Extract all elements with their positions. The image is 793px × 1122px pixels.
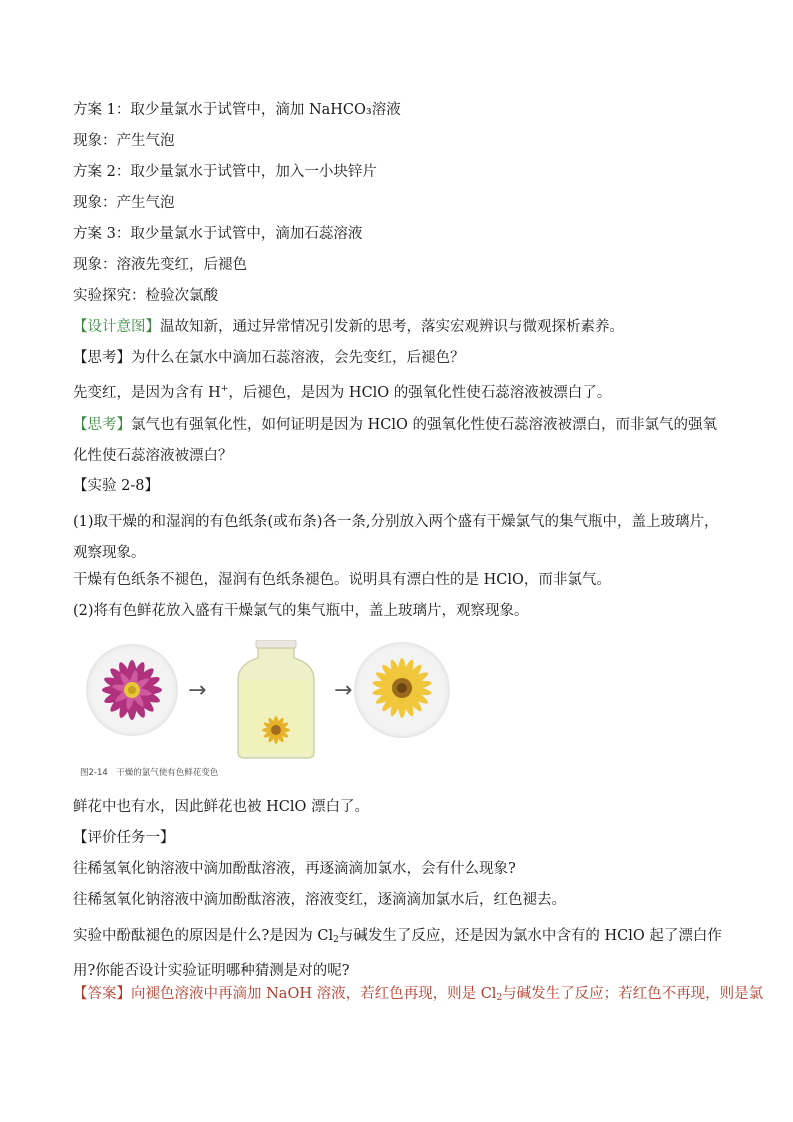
evaluation-answer: 往稀氢氧化钠溶液中滴加酚酞溶液，溶液变红，逐滴滴加氯水后，红色褪去。 [73, 892, 566, 908]
phenolphthalein-question [73, 921, 723, 987]
cl2-subscript: 2 [333, 935, 339, 945]
think-1-tag: 【思考】 [73, 350, 131, 366]
think-1-answer [73, 379, 611, 403]
observation-2: 现象：产生气泡 [73, 195, 175, 211]
observation-1: 现象：产生气泡 [73, 133, 175, 149]
design-intent [73, 317, 624, 337]
answer-text-b: 与碱发生了反应；若红色不再现，则是氯 [502, 986, 764, 1002]
purple-flower-icon [86, 644, 178, 736]
evaluation-question: 往稀氢氧化钠溶液中滴加酚酞溶液，再逐滴滴加氯水，会有什么现象? [73, 861, 516, 877]
think-1 [73, 348, 465, 368]
step-1-result: 干燥有色纸条不褪色，湿润有色纸条褪色。说明具有漂白性的是 HClO，而非氯气。 [73, 572, 611, 588]
gas-jar-with-flower-icon [228, 640, 324, 760]
experiment-2-8-heading: 【实验 2-8】 [73, 478, 159, 494]
scheme-2: 方案 2：取少量氯水于试管中，加入一小块锌片 [73, 164, 377, 180]
answer-cl2-subscript: 2 [496, 993, 503, 1003]
think-2 [73, 410, 723, 472]
think-1-answer-b: ，后褪色，是因为 HClO 的强氧化性使石蕊溶液被漂白了。 [228, 385, 612, 401]
arrow-right-icon: → [334, 678, 353, 703]
scheme-3: 方案 3：取少量氯水于试管中，滴加石蕊溶液 [73, 226, 363, 242]
bleached-yellow-flower-icon [354, 642, 450, 738]
phenolphthalein-question-b: 与碱发生了反应，还是因为氯水中含有的 HClO 起了漂白作用?你能否设计实验证明哪种猜测是对的呢? [73, 928, 722, 979]
think-2-tag: 【思考】 [73, 417, 131, 433]
h-plus-sup: + [220, 384, 229, 394]
figure-caption: 图2-14 干燥的氯气使有色鲜花变色 [80, 768, 219, 778]
answer-tag: 【答案】 [73, 986, 131, 1002]
scheme-1: 方案 1：取少量氯水于试管中，滴加 NaHCO₃溶液 [73, 102, 401, 118]
phenolphthalein-question-a: 实验中酚酞褪色的原因是什么?是因为 Cl [73, 928, 334, 944]
experiment-step-1: (1)取干燥的和湿润的有色纸条(或布条)各一条,分别放入两个盛有干燥氯气的集气瓶中，盖上玻璃片，观察现象。 [73, 514, 719, 561]
experiment-heading: 实验探究：检验次氯酸 [73, 288, 218, 304]
think-2-text: 氯气也有强氧化性，如何证明是因为 HClO 的强氧化性使石蕊溶液被漂白，而非氯气的强氧化性使石蕊溶液被漂白？ [73, 417, 717, 464]
experiment-step-2: (2)将有色鲜花放入盛有干燥氯气的集气瓶中，盖上玻璃片，观察现象。 [73, 603, 529, 619]
answer-text-a: 向褪色溶液中再滴加 NaOH 溶液，若红色再现，则是 Cl [131, 986, 497, 1002]
evaluation-task-heading: 【评价任务一】 [73, 830, 175, 846]
flower-bleaching-figure [78, 634, 458, 786]
flower-conclusion: 鲜花中也有水，因此鲜花也被 HClO 漂白了。 [73, 799, 369, 815]
design-intent-tag: 【设计意图】 [73, 319, 160, 335]
think-1-text: 为什么在氯水中滴加石蕊溶液，会先变红，后褪色？ [131, 350, 465, 366]
arrow-right-icon: → [188, 678, 207, 703]
think-1-answer-a: 先变红，是因为含有 H [73, 385, 221, 401]
observation-3: 现象：溶液先变红，后褪色 [73, 257, 247, 273]
design-intent-text: 温故知新，通过异常情况引发新的思考，落实宏观辨识与微观探析素养。 [160, 319, 624, 335]
answer-line [73, 984, 763, 1008]
